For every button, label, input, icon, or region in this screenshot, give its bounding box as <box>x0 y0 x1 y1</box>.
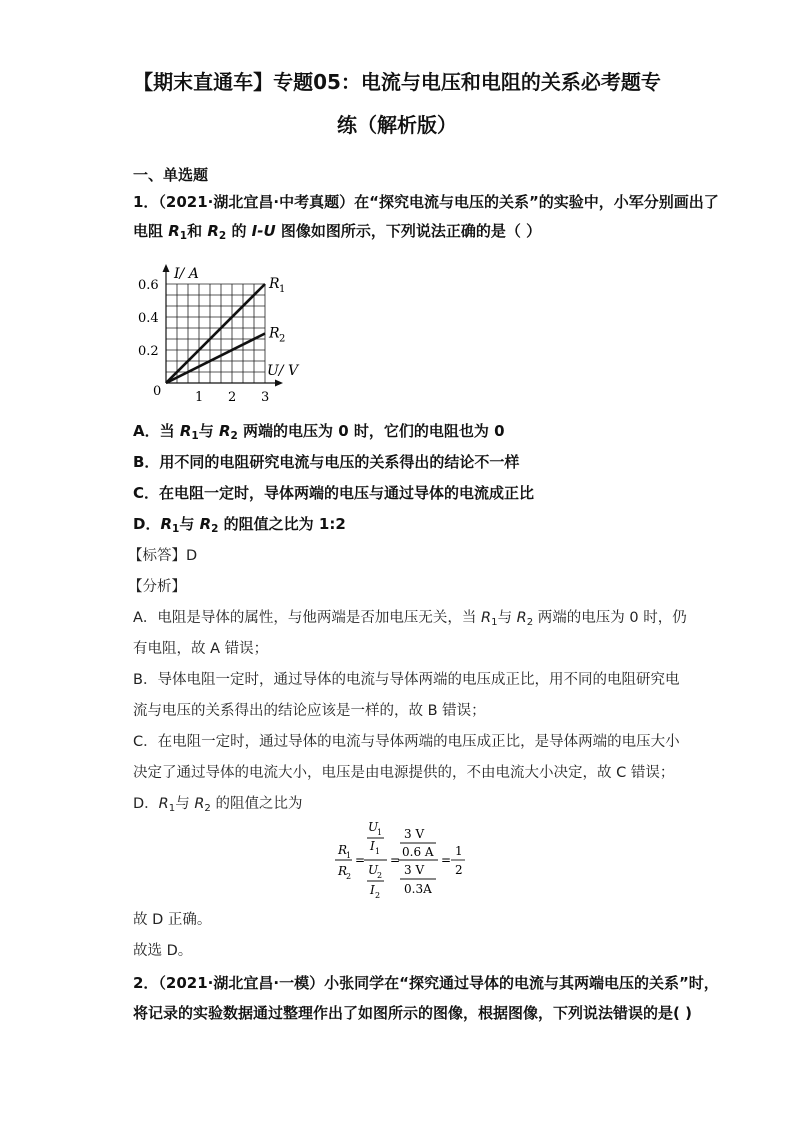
y-axis-label: I/ A <box>174 266 199 282</box>
q1-answer: 【标答】D <box>128 548 198 564</box>
q1-stem-line2: 电阻 $R_1$和 $R_2$ 的 I-U 图像如图所示，下列说法正确的是（ ） <box>133 222 542 242</box>
y-tick-label: 0.4 <box>138 311 159 326</box>
f-eq3: = <box>441 853 452 867</box>
series-line-r2 <box>166 334 265 384</box>
analysis-c-line2: 决定了通过导体的电流大小，电压是由电源提供的，不由电流大小决定，故 C 错误； <box>133 765 675 781</box>
q1-conclusion: 故 D 正确。 <box>133 912 212 928</box>
q2-stem-line1: 2．（2021·湖北宜昌·一模）小张同学在“探究通过导体的电流与其两端电压的关系”时， <box>133 974 719 992</box>
f-eq1: = <box>355 853 366 867</box>
x-axis-arrow <box>275 380 283 387</box>
series-label-r2: R <box>269 325 280 342</box>
f-u1-sub: 1 <box>377 828 383 837</box>
f-u2: U <box>368 863 379 877</box>
q1-option-c: C．在电阻一定时，导体两端的电压与通过导体的电流成正比 <box>133 484 535 502</box>
y-tick-label: 0.6 <box>138 278 159 293</box>
analysis-a-line1: A．电阻是导体的属性，与他两端是否加电压无关，当 $R_1$与 $R_2$ 两端的电压为 0 时，仍 <box>133 610 687 628</box>
f-r1-sub: 1 <box>346 851 352 860</box>
f-r2: R <box>338 864 348 878</box>
series-label-sub-r1: 1 <box>279 284 286 295</box>
origin-label: 0 <box>153 384 162 399</box>
series-label-r1: R <box>269 276 280 292</box>
f-i1: I <box>370 839 375 853</box>
f-r2-sub: 2 <box>346 872 352 881</box>
x-tick-label: 3 <box>261 390 270 402</box>
x-tick-label: 1 <box>195 390 204 402</box>
doc-title-line2: 练（解析版） <box>337 113 457 137</box>
resistance-ratio-formula <box>330 818 470 900</box>
q1-final-choice: 故选 D。 <box>133 943 193 959</box>
series-label-sub-r2: 2 <box>279 333 286 345</box>
x-axis-label: U/ V <box>267 363 299 379</box>
analysis-b-line2: 流与电压的关系得出的结论应该是一样的，故 B 错误； <box>133 703 486 719</box>
q1-option-d: D．$R_1$与 $R_2$ 的阻值之比为 1:2 <box>133 515 346 535</box>
analysis-c-line1: C．在电阻一定时，通过导体的电流与导体两端的电压成正比，是导体两端的电压大小 <box>133 734 680 750</box>
y-tick-label: 0.2 <box>138 344 159 359</box>
q2-stem-line2: 将记录的实验数据通过整理作出了如图所示的图像，根据图像，下列说法错误的是( ) <box>133 1004 692 1022</box>
f-r1: R <box>338 843 348 857</box>
f-i2: I <box>370 883 375 897</box>
analysis-d-line: D．$R_1$与 $R_2$ 的阻值之比为 <box>133 796 303 814</box>
doc-title-line1: 【期末直通车】专题05：电流与电压和电阻的关系必考题专 <box>133 70 661 94</box>
f-n2: 3 V <box>404 863 425 877</box>
f-n1: 3 V <box>404 827 425 841</box>
q1-option-a: A．当 $R_1$与 $R_2$ 两端的电压为 0 时，它们的电阻也为 0 <box>133 422 505 442</box>
analysis-a-line2: 有电阻，故 A 错误； <box>133 641 269 657</box>
q1-option-b: B．用不同的电阻研究电流与电压的关系得出的结论不一样 <box>133 453 520 471</box>
f-one: 1 <box>455 844 463 858</box>
section-heading: 一、单选题 <box>133 166 209 184</box>
f-u2-sub: 2 <box>377 871 383 880</box>
f-eq2: = <box>390 853 401 867</box>
analysis-b-line1: B．导体电阻一定时，通过导体的电流与导体两端的电压成正比，用不同的电阻研究电 <box>133 672 680 688</box>
f-i2-sub: 2 <box>375 891 381 900</box>
f-u1: U <box>368 820 379 834</box>
x-tick-label: 2 <box>228 390 237 402</box>
y-axis-arrow <box>163 264 170 272</box>
f-i1-sub: 1 <box>375 847 381 856</box>
q1-stem-line1: 1．（2021·湖北宜昌·中考真题）在“探究电流与电压的关系”的实验中，小军分别画出了 <box>133 193 719 211</box>
f-two: 2 <box>455 863 463 877</box>
iu-graph <box>130 250 310 402</box>
f-d1: 0.6 A <box>402 845 434 859</box>
q1-analysis-heading: 【分析】 <box>128 579 186 595</box>
series-line-r1 <box>166 284 265 383</box>
f-d2: 0.3A <box>404 882 432 896</box>
